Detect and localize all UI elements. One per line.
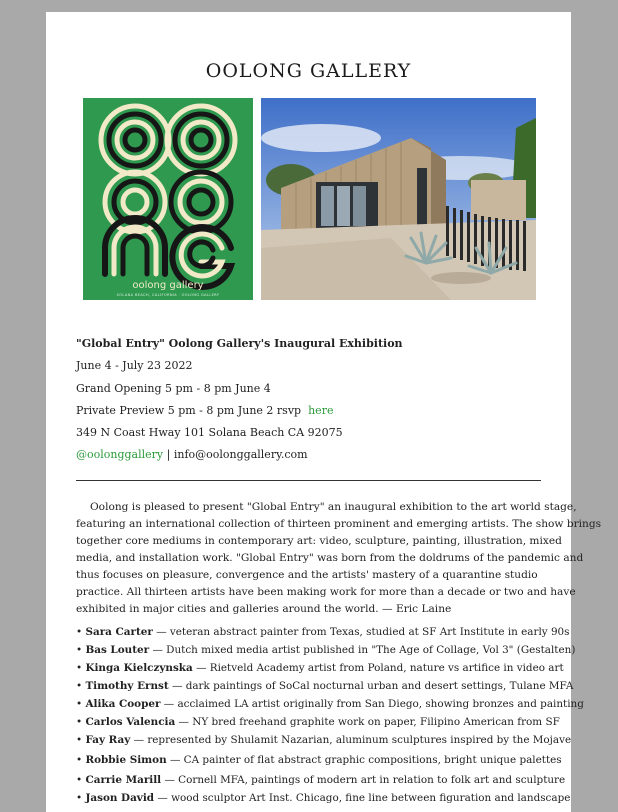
private-preview-text: Private Preview 5 pm - 8 pm June 2 rsvp xyxy=(76,404,302,417)
artist-item xyxy=(76,626,570,638)
artist-description: CA painter of flat abstract graphic compositions, bright unique palettes xyxy=(183,754,562,766)
divider xyxy=(76,480,541,481)
description-line: thus focuses on pleasure, convergence and the artists' mastery of a quarantine studio xyxy=(76,569,538,581)
dash: — xyxy=(133,734,144,746)
artist-item xyxy=(76,754,562,766)
artist-description: Cornell MFA, paintings of modern art in relation to folk art and sculpture xyxy=(178,774,566,786)
dash: — xyxy=(157,792,168,804)
artist-item xyxy=(76,662,564,674)
artist-description: Dutch mixed media artist published in "The Age of Collage, Vol 3" (Gestalten) xyxy=(166,644,576,656)
exhibition-poster xyxy=(83,98,253,300)
exhibition-description xyxy=(76,499,602,618)
bullet: • xyxy=(76,680,83,692)
description-line: Oolong is pleased to present "Global Entry" an inaugural exhibition to the art world stage, xyxy=(90,501,577,513)
artist-description: NY bred freehand graphite work on paper, Filipino American from SF xyxy=(192,716,560,728)
artist-name: Robbie Simon xyxy=(85,754,167,766)
artist-name: Bas Louter xyxy=(85,644,150,656)
artist-name: Fay Ray xyxy=(85,734,131,746)
artist-item xyxy=(76,644,575,656)
artist-item xyxy=(76,774,565,786)
email-address[interactable]: info@oolonggallery.com xyxy=(173,448,308,461)
building-illustration xyxy=(261,98,536,300)
bullet: • xyxy=(76,774,83,786)
contact-separator: | xyxy=(166,448,171,461)
bullet: • xyxy=(76,754,83,766)
description-line: exhibited in major cities and galleries around the world. — Eric Laine xyxy=(76,603,452,615)
artist-description: wood sculptor Art Inst. Chicago, fine line between figuration and landscape xyxy=(171,792,571,804)
private-preview xyxy=(76,404,333,417)
artist-item xyxy=(76,680,573,692)
dash: — xyxy=(163,698,175,710)
dash: — xyxy=(152,644,163,656)
artist-description: dark paintings of SoCal nocturnal urban and desert settings, Tulane MFA xyxy=(185,680,574,692)
bullet: • xyxy=(76,716,83,728)
bullet: • xyxy=(76,734,83,746)
artist-name: Sara Carter xyxy=(85,626,153,638)
bullet: • xyxy=(76,644,83,656)
artist-name: Timothy Ernst xyxy=(85,680,169,692)
artist-name: Kinga Kielczynska xyxy=(85,662,193,674)
bullet: • xyxy=(76,626,83,638)
description-line: practice. All thirteen artists have been making work for more than a decade or two and have xyxy=(76,586,576,598)
artist-description: Rietveld Academy artist from Poland, nature vs artifice in video art xyxy=(209,662,564,674)
bullet: • xyxy=(76,792,83,804)
poster-artwork xyxy=(83,98,253,300)
artist-name: Alika Cooper xyxy=(85,698,161,710)
exhibition-dates: June 4 - July 23 2022 xyxy=(76,359,193,372)
gallery-title: OOLONG GALLERY xyxy=(205,60,412,82)
description-line: featuring an international collection of thirteen prominent and emerging artists. The show brings xyxy=(76,518,602,530)
dash: — xyxy=(196,662,207,674)
dash: — xyxy=(156,626,167,638)
dash: — xyxy=(169,754,181,766)
artist-description: acclaimed LA artist originally from San Diego, showing bronzes and painting xyxy=(177,698,584,710)
artist-name: Carrie Marill xyxy=(85,774,162,786)
bullet: • xyxy=(76,662,83,674)
poster-small-text: SOLANA BEACH, CALIFORNIA · OOLONG GALLERY xyxy=(116,293,220,297)
artist-description: veteran abstract painter from Texas, studied at SF Art Institute in early 90s xyxy=(169,626,570,638)
gallery-address: 349 N Coast Hway 101 Solana Beach CA 92075 xyxy=(76,426,343,439)
dash: — xyxy=(171,680,183,692)
artist-item xyxy=(76,698,584,710)
artist-item xyxy=(76,734,571,746)
dash: — xyxy=(178,716,189,728)
artist-description: represented by Shulamit Nazarian, aluminum sculptures inspired by the Mojave xyxy=(147,734,572,746)
poster-caption: oolong gallery xyxy=(132,280,204,291)
exhibition-title: "Global Entry" Oolong Gallery's Inaugural Exhibition xyxy=(76,337,403,350)
newsletter-page xyxy=(46,12,602,812)
rsvp-link[interactable]: here xyxy=(308,404,334,417)
artist-item xyxy=(76,716,560,728)
artist-name: Carlos Valencia xyxy=(85,716,176,728)
instagram-link[interactable]: @oolonggallery xyxy=(76,448,164,461)
description-line: together core mediums in contemporary art: video, sculpture, painting, illustration, mixed xyxy=(76,535,562,547)
artist-name: Jason David xyxy=(85,792,155,804)
dash: — xyxy=(164,774,175,786)
artist-item xyxy=(76,792,570,804)
bullet: • xyxy=(76,698,83,710)
contact-line xyxy=(76,448,308,461)
grand-opening: Grand Opening 5 pm - 8 pm June 4 xyxy=(76,382,271,395)
gallery-building-photo xyxy=(261,98,536,300)
description-line: media, and installation work. "Global Entry" was born from the doldrums of the pandemic and xyxy=(76,552,584,564)
